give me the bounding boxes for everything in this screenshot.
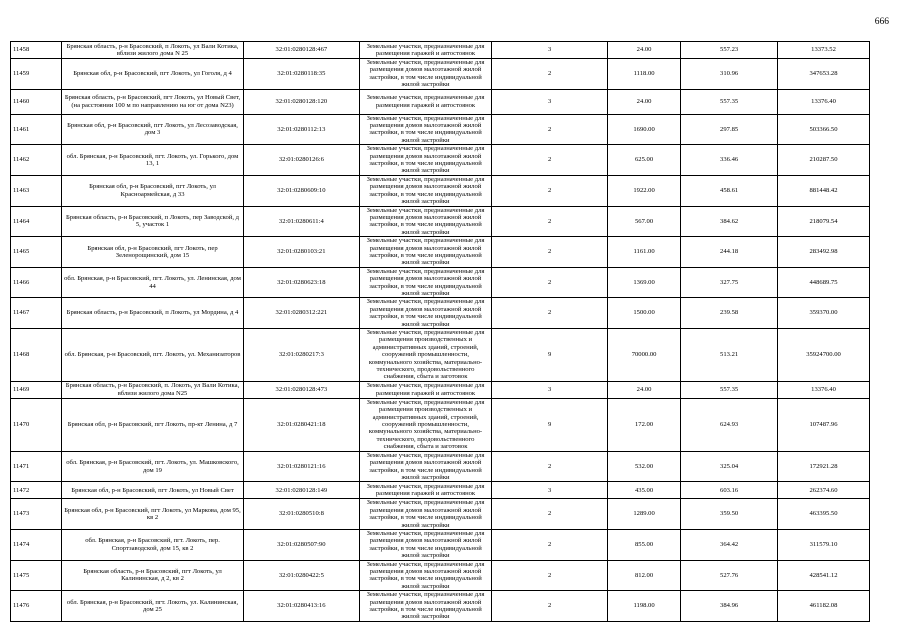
land-use-cell: Земельные участки, предназначенные для размещения домов малоэтажной жилой застройки, в том числе индивидуальной жилой застройки <box>359 529 492 560</box>
land-use-cell: Земельные участки, предназначенные для размещения гаражей и автостоянок <box>359 482 492 499</box>
specific-value-cell: 624.93 <box>681 398 778 451</box>
use-group-cell: 2 <box>492 267 608 298</box>
table-row <box>11 89 887 114</box>
table-row <box>11 145 887 176</box>
use-group-cell: 3 <box>492 381 608 398</box>
cadastral-number-cell: 32:01:0280609:10 <box>244 175 360 206</box>
area-cell: 435.00 <box>608 482 681 499</box>
use-group-cell: 2 <box>492 560 608 591</box>
cadastral-value-cell: 283492.98 <box>778 237 870 268</box>
address-cell: Брянская обл, р-н Брасовский, пгт Локоть, ул Гоголя, д 4 <box>62 59 244 90</box>
specific-value-cell: 458.61 <box>681 175 778 206</box>
use-group-cell: 9 <box>492 329 608 382</box>
address-cell: Брянская обл, р-н Брасовский, пгт Локоть, ул Новый Свет <box>62 482 244 499</box>
specific-value-cell: 557.35 <box>681 89 778 114</box>
land-use-cell: Земельные участки, предназначенные для размещения гаражей и автостоянок <box>359 42 492 59</box>
cadastral-value-cell: 461182.08 <box>778 591 870 622</box>
use-group-cell: 2 <box>492 298 608 329</box>
address-cell: Брянская обл, р-н Брасовский, пгт Локоть, ул Лесозаводская, дом 3 <box>62 114 244 145</box>
cadastral-number-cell: 32:01:0280128:149 <box>244 482 360 499</box>
table-row <box>11 237 887 268</box>
use-group-cell: 2 <box>492 175 608 206</box>
table-row <box>11 59 887 90</box>
cadastral-number-cell: 32:01:0280312:221 <box>244 298 360 329</box>
cadastral-value-cell: 172921.28 <box>778 451 870 482</box>
land-use-cell: Земельные участки, предназначенные для размещения домов малоэтажной жилой застройки, в том числе индивидуальной жилой застройки <box>359 451 492 482</box>
row-number: 11470 <box>11 398 62 451</box>
use-group-cell: 2 <box>492 529 608 560</box>
row-number: 11465 <box>11 237 62 268</box>
table-row <box>11 42 887 59</box>
area-cell: 24.00 <box>608 42 681 59</box>
area-cell: 1198.00 <box>608 591 681 622</box>
specific-value-cell: 513.21 <box>681 329 778 382</box>
use-group-cell: 3 <box>492 89 608 114</box>
address-cell: Брянская обл, р-н Брасовский, пгт Локоть, пер Зеленорощинский, дом 15 <box>62 237 244 268</box>
specific-value-cell: 364.42 <box>681 529 778 560</box>
specific-value-cell: 239.58 <box>681 298 778 329</box>
area-cell: 1369.00 <box>608 267 681 298</box>
specific-value-cell: 557.35 <box>681 381 778 398</box>
table-row <box>11 175 887 206</box>
use-group-cell: 2 <box>492 451 608 482</box>
address-cell: Брянская область, р-н Брасовский, п Локоть, ул Вали Котика, вблизи жилого дома N 25 <box>62 42 244 59</box>
area-cell: 1161.00 <box>608 237 681 268</box>
area-cell: 1118.00 <box>608 59 681 90</box>
cadastral-number-cell: 32:01:0280510:8 <box>244 499 360 530</box>
cadastral-number-cell: 32:01:0280413:16 <box>244 591 360 622</box>
cadastral-number-cell: 32:01:0280422:5 <box>244 560 360 591</box>
use-group-cell: 3 <box>492 42 608 59</box>
row-number: 11459 <box>11 59 62 90</box>
cadastral-value-cell: 463395.50 <box>778 499 870 530</box>
land-use-cell: Земельные участки, предназначенные для размещения домов малоэтажной жилой застройки, в том числе индивидуальной жилой застройки <box>359 114 492 145</box>
row-number: 11474 <box>11 529 62 560</box>
cadastral-value-cell: 448689.75 <box>778 267 870 298</box>
use-group-cell: 2 <box>492 591 608 622</box>
row-number: 11468 <box>11 329 62 382</box>
specific-value-cell: 603.16 <box>681 482 778 499</box>
address-cell: обл. Брянская, р-н Брасовский, пгт. Локоть, ул. Ленинская, дом 44 <box>62 267 244 298</box>
table-row <box>11 591 887 622</box>
use-group-cell: 2 <box>492 145 608 176</box>
cadastral-value-cell: 428541.12 <box>778 560 870 591</box>
use-group-cell: 2 <box>492 206 608 237</box>
land-use-cell: Земельные участки, предназначенные для размещения домов малоэтажной жилой застройки, в том числе индивидуальной жилой застройки <box>359 237 492 268</box>
specific-value-cell: 384.96 <box>681 591 778 622</box>
use-group-cell: 2 <box>492 237 608 268</box>
row-number: 11476 <box>11 591 62 622</box>
land-use-cell: Земельные участки, предназначенные для размещения домов малоэтажной жилой застройки, в том числе индивидуальной жилой застройки <box>359 145 492 176</box>
table-row <box>11 398 887 451</box>
address-cell: Брянская обл, р-н Брасовский, пгт Локоть, ул Маркова, дом 95, кв 2 <box>62 499 244 530</box>
use-group-cell: 2 <box>492 59 608 90</box>
land-use-cell: Земельные участки, предназначенные для размещения гаражей и автостоянок <box>359 381 492 398</box>
row-number: 11463 <box>11 175 62 206</box>
use-group-cell: 3 <box>492 482 608 499</box>
cadastral-value-table <box>10 41 887 622</box>
row-number: 11467 <box>11 298 62 329</box>
area-cell: 1500.00 <box>608 298 681 329</box>
row-number: 11461 <box>11 114 62 145</box>
specific-value-cell: 244.18 <box>681 237 778 268</box>
area-cell: 625.00 <box>608 145 681 176</box>
row-number: 11471 <box>11 451 62 482</box>
cadastral-value-cell: 13376.40 <box>778 89 870 114</box>
specific-value-cell: 384.62 <box>681 206 778 237</box>
cadastral-value-cell: 881448.42 <box>778 175 870 206</box>
specific-value-cell: 325.04 <box>681 451 778 482</box>
area-cell: 24.00 <box>608 89 681 114</box>
address-cell: обл. Брянская, р-н Брасовский, пгт. Локоть, ул. Горького, дом 13, 1 <box>62 145 244 176</box>
table-row <box>11 114 887 145</box>
table-row <box>11 267 887 298</box>
land-use-cell: Земельные участки, предназначенные для размещения домов малоэтажной жилой застройки, в том числе индивидуальной жилой застройки <box>359 591 492 622</box>
area-cell: 1690.00 <box>608 114 681 145</box>
cadastral-value-cell: 359370.00 <box>778 298 870 329</box>
cadastral-value-cell: 347653.28 <box>778 59 870 90</box>
row-number: 11464 <box>11 206 62 237</box>
cadastral-number-cell: 32:01:0280121:16 <box>244 451 360 482</box>
use-group-cell: 9 <box>492 398 608 451</box>
area-cell: 70000.00 <box>608 329 681 382</box>
land-use-cell: Земельные участки, предназначенные для размещения домов малоэтажной жилой застройки, в том числе индивидуальной жилой застройки <box>359 175 492 206</box>
table-row <box>11 451 887 482</box>
cadastral-number-cell: 32:01:0280103:21 <box>244 237 360 268</box>
land-use-cell: Земельные участки, предназначенные для размещения домов малоэтажной жилой застройки, в том числе индивидуальной жилой застройки <box>359 267 492 298</box>
address-cell: Брянская обл, р-н Брасовский, пгт Локоть, пр-кт Ленина, д 7 <box>62 398 244 451</box>
address-cell: обл. Брянская, р-н Брасовский, пгт. Локоть, ул. Механизаторов <box>62 329 244 382</box>
land-use-cell: Земельные участки, предназначенные для размещения домов малоэтажной жилой застройки, в том числе индивидуальной жилой застройки <box>359 499 492 530</box>
address-cell: обл. Брянская, р-н Брасовский, пгт. Локоть, ул. Машковского, дом 19 <box>62 451 244 482</box>
cadastral-number-cell: 32:01:0280128:467 <box>244 42 360 59</box>
use-group-cell: 2 <box>492 114 608 145</box>
land-use-cell: Земельные участки, предназначенные для размещения домов малоэтажной жилой застройки, в том числе индивидуальной жилой застройки <box>359 298 492 329</box>
cadastral-number-cell: 32:01:0280112:13 <box>244 114 360 145</box>
address-cell: Брянская область, р-н Брасовский, п. Локоть, ул Вали Котика, вблизи жилого дома N25 <box>62 381 244 398</box>
row-number: 11462 <box>11 145 62 176</box>
cadastral-value-cell: 13376.40 <box>778 381 870 398</box>
table-row <box>11 499 887 530</box>
table-row <box>11 298 887 329</box>
row-number: 11466 <box>11 267 62 298</box>
address-cell: Брянская область, р-н Брасовский, пгт Локоть, ул Калининская, д 2, кв 2 <box>62 560 244 591</box>
use-group-cell: 2 <box>492 499 608 530</box>
area-cell: 855.00 <box>608 529 681 560</box>
area-cell: 532.00 <box>608 451 681 482</box>
table-row <box>11 206 887 237</box>
land-use-cell: Земельные участки, предназначенные для размещения домов малоэтажной жилой застройки, в том числе индивидуальной жилой застройки <box>359 59 492 90</box>
cadastral-value-cell: 503366.50 <box>778 114 870 145</box>
area-cell: 24.00 <box>608 381 681 398</box>
table-row <box>11 381 887 398</box>
cadastral-number-cell: 32:01:0280623:18 <box>244 267 360 298</box>
land-use-cell: Земельные участки, предназначенные для размещения домов малоэтажной жилой застройки, в том числе индивидуальной жилой застройки <box>359 206 492 237</box>
specific-value-cell: 527.76 <box>681 560 778 591</box>
cadastral-number-cell: 32:01:0280118:35 <box>244 59 360 90</box>
cadastral-value-cell: 210287.50 <box>778 145 870 176</box>
specific-value-cell: 310.96 <box>681 59 778 90</box>
table-body <box>11 42 887 622</box>
cadastral-value-cell: 35924700.00 <box>778 329 870 382</box>
row-number: 11469 <box>11 381 62 398</box>
table-row <box>11 482 887 499</box>
address-cell: Брянская область, р-н Брасовский, пгт Локоть, ул Новый Свет, (на расстоянии 100 м по направлению на юг от дома N23) <box>62 89 244 114</box>
page-number: 666 <box>874 17 889 27</box>
cadastral-number-cell: 32:01:0280126:6 <box>244 145 360 176</box>
address-cell: Брянская обл, р-н Брасовский, пгт Локоть, ул Красноармейская, д 33 <box>62 175 244 206</box>
specific-value-cell: 336.46 <box>681 145 778 176</box>
cadastral-value-cell: 13373.52 <box>778 42 870 59</box>
area-cell: 812.00 <box>608 560 681 591</box>
area-cell: 1289.00 <box>608 499 681 530</box>
cadastral-number-cell: 32:01:0280507:90 <box>244 529 360 560</box>
land-use-cell: Земельные участки, предназначенные для размещения производственных и административных зданий, строений, сооружений промышленности, коммунального хозяйства, материально-технического, продовольственного снабжения, сбыта и заготовок <box>359 398 492 451</box>
address-cell: Брянская область, р-н Брасовский, п Локоть, пер Заводской, д 5, участок 1 <box>62 206 244 237</box>
address-cell: Брянская область, р-н Брасовский, п Локоть, ул Мордина, д 4 <box>62 298 244 329</box>
cadastral-number-cell: 32:01:0280421:18 <box>244 398 360 451</box>
cadastral-number-cell: 32:01:0280611:4 <box>244 206 360 237</box>
table-row <box>11 560 887 591</box>
table-row <box>11 329 887 382</box>
area-cell: 1922.00 <box>608 175 681 206</box>
specific-value-cell: 557.23 <box>681 42 778 59</box>
address-cell: обл. Брянская, р-н Брасовский, пгт. Локоть, ул. Калининская, дом 25 <box>62 591 244 622</box>
cadastral-value-cell: 311579.10 <box>778 529 870 560</box>
row-number: 11475 <box>11 560 62 591</box>
area-cell: 567.00 <box>608 206 681 237</box>
table-row <box>11 529 887 560</box>
land-use-cell: Земельные участки, предназначенные для размещения гаражей и автостоянок <box>359 89 492 114</box>
specific-value-cell: 327.75 <box>681 267 778 298</box>
land-use-cell: Земельные участки, предназначенные для размещения домов малоэтажной жилой застройки, в том числе индивидуальной жилой застройки <box>359 560 492 591</box>
row-number: 11460 <box>11 89 62 114</box>
address-cell: обл. Брянская, р-н Брасовский, пгт. Локоть, пер. Спортзаводской, дом 15, кв 2 <box>62 529 244 560</box>
row-number: 11458 <box>11 42 62 59</box>
row-number: 11472 <box>11 482 62 499</box>
row-number: 11473 <box>11 499 62 530</box>
cadastral-number-cell: 32:01:0280128:120 <box>244 89 360 114</box>
cadastral-number-cell: 32:01:0280217:3 <box>244 329 360 382</box>
cadastral-value-cell: 218079.54 <box>778 206 870 237</box>
specific-value-cell: 359.50 <box>681 499 778 530</box>
land-use-cell: Земельные участки, предназначенные для размещения производственных и административных зданий, строений, сооружений промышленности, коммунального хозяйства, материально-технического, продовольственного снабжения, сбыта и заготовок <box>359 329 492 382</box>
cadastral-number-cell: 32:01:0280128:473 <box>244 381 360 398</box>
area-cell: 172.00 <box>608 398 681 451</box>
cadastral-value-cell: 262374.60 <box>778 482 870 499</box>
cadastral-value-cell: 107487.96 <box>778 398 870 451</box>
specific-value-cell: 297.85 <box>681 114 778 145</box>
